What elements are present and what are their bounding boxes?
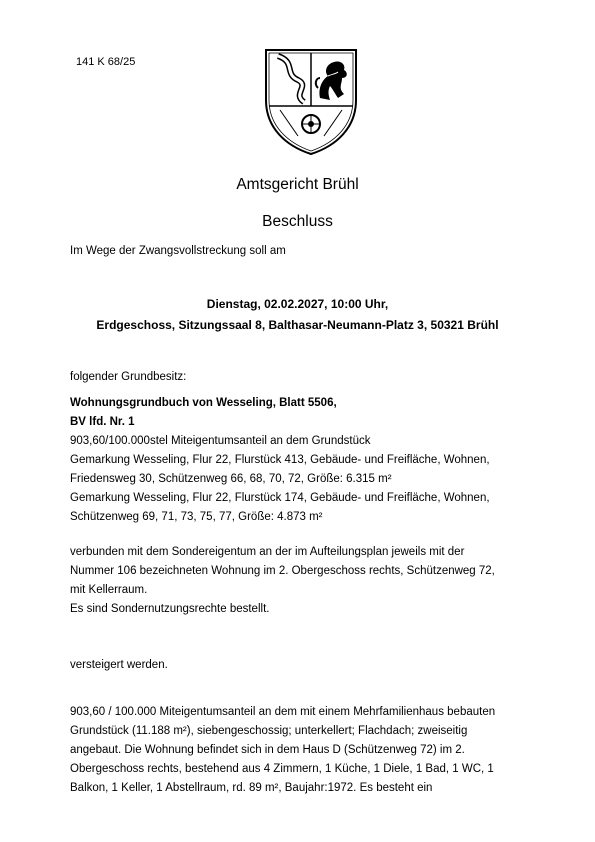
property-line: 903,60/100.000stel Miteigentumsanteil an dem Grundstück [70,435,371,447]
auctioned-text: versteigert werden. [70,659,168,671]
connected-line: verbunden mit dem Sondereigentum an der im Aufteilungsplan jeweils mit der [70,546,465,558]
description-line: Grundstück (11.188 m²), siebengeschossig; unterkellert; Flachdach; zweiseitig [70,725,468,737]
intro-text: Im Wege der Zwangsvollstreckung soll am [70,245,286,257]
property-line: Friedensweg 30, Schützenweg 66, 68, 70, 72, Größe: 6.315 m² [70,473,392,485]
document-heading: Beschluss [262,213,333,230]
description-line: 903,60 / 100.000 Miteigentumsanteil an dem mit einem Mehrfamilienhaus bebauten [70,706,496,718]
property-section [70,394,530,527]
court-name: Amtsgericht Brühl [236,176,359,193]
file-reference: 141 K 68/25 [76,56,136,68]
property-line: Gemarkung Wesseling, Flur 22, Flurstück 413, Gebäude- und Freifläche, Wohnen, [70,454,490,466]
description-line: Obergeschoss rechts, bestehend aus 4 Zimmern, 1 Küche, 1 Diele, 1 Bad, 1 WC, 1 [70,763,494,775]
appointment-date: Dienstag, 02.02.2027, 10:00 Uhr, [206,297,389,311]
appointment-location: Erdgeschoss, Sitzungssaal 8, Balthasar-Neumann-Platz 3, 50321 Brühl [96,318,499,332]
connected-line: mit Kellerraum. [70,584,148,596]
connected-line: Nummer 106 bezeichneten Wohnung im 2. Obergeschoss rechts, Schützenweg 72, [70,565,495,577]
connected-section [70,543,530,619]
connected-line: Es sind Sondernutzungsrechte bestellt. [70,603,270,615]
property-line: Schützenweg 69, 71, 73, 75, 77, Größe: 4.873 m² [70,511,323,523]
property-entry: BV lfd. Nr. 1 [70,416,135,428]
following-label: folgender Grundbesitz: [70,371,187,383]
description-line: angebaut. Die Wohnung befindet sich in dem Haus D (Schützenweg 72) im 2. [70,744,465,756]
coat-of-arms-icon [258,44,364,156]
property-register: Wohnungsgrundbuch von Wesseling, Blatt 5506, [70,397,337,409]
property-line: Gemarkung Wesseling, Flur 22, Flurstück 174, Gebäude- und Freifläche, Wohnen, [70,492,490,504]
description-line: Balkon, 1 Keller, 1 Abstellraum, rd. 89 m², Baujahr:1972. Es besteht ein [70,782,433,794]
description-section [70,703,530,798]
